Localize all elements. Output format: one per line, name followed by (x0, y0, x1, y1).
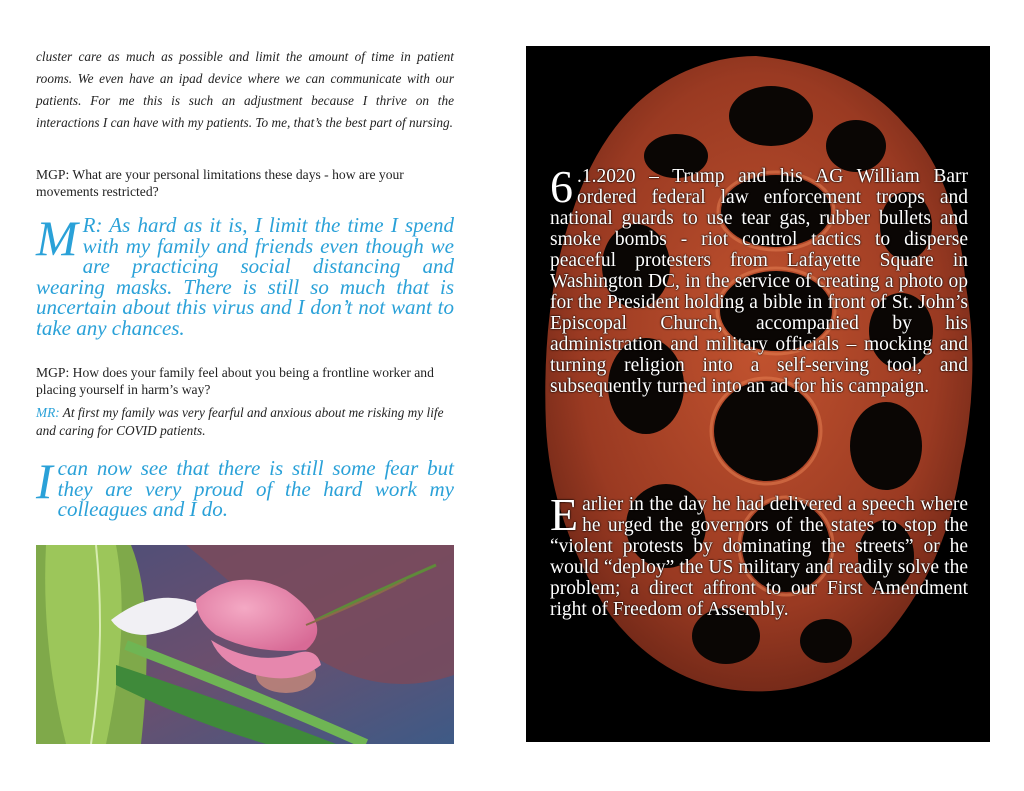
question-1: MGP: What are your personal limitations these days - how are your movements restricted? (36, 167, 404, 199)
right-paragraph-2 (550, 489, 968, 620)
right-page (512, 0, 1024, 791)
drop-cap: 6 (550, 161, 573, 212)
question-2: MGP: How does your family feel about you being a frontline worker and placing yourself in harm’s way? (36, 365, 434, 397)
answer-2-label: MR: (36, 405, 60, 420)
answer-1-pullquote (36, 210, 454, 340)
right-paragraph-1 (550, 161, 968, 397)
answer-3-pullquote (36, 453, 454, 521)
drop-cap: M (36, 210, 78, 266)
answer-2-text: At first my family was very fearful and anxious about me risking my life and caring for COVID patients. (36, 405, 444, 438)
right-paragraph-1-text: .1.2020 – Trump and his AG William Barr ordered federal law enforcement troops and national guards to use tear gas, rubber bullets and smoke bombs - riot control tactics to disperse peaceful protesters from Lafayette Square in Washington DC, in the service of creating a photo op for the President holding a bible in front of St. John’s Episcopal Church, accompanied by his administration and military officials – mocking and turning religion into a self-serving tool, and subsequently turned into an ad for his campaign. (550, 166, 968, 397)
bleeding-heart-flower-photo (36, 545, 454, 744)
right-paragraph-2-text: arlier in the day he had delivered a speech where he urged the governors of the states to stop the “violent protests by dominating the streets” or he would “deploy” the US military and readily solve the problem; a direct affront to our First Amendment right of Freedom of Assembly. (550, 494, 968, 620)
intro-paragraph: cluster care as much as possible and limit the amount of time in patient rooms. We even have an ipad device where we can communicate with our patients. For me this is such an adjustment because I thrive on the interactions I can have with my patients. To me, that’s the best part of nursing. (36, 49, 454, 130)
answer-2 (36, 404, 454, 439)
drop-cap: E (550, 489, 579, 540)
answer-3-text: can now see that there is still some fear but they are very proud of the hard work my colleagues and I do. (57, 456, 454, 521)
drop-cap: I (36, 453, 53, 509)
answer-1-text: R: As hard as it is, I limit the time I spend with my family and friends even though we are practicing social distancing and wearing masks. There is still so much that is uncertain about this virus and I don’t not want to take any chances. (36, 213, 454, 340)
lotus-pod-panel (526, 46, 990, 742)
